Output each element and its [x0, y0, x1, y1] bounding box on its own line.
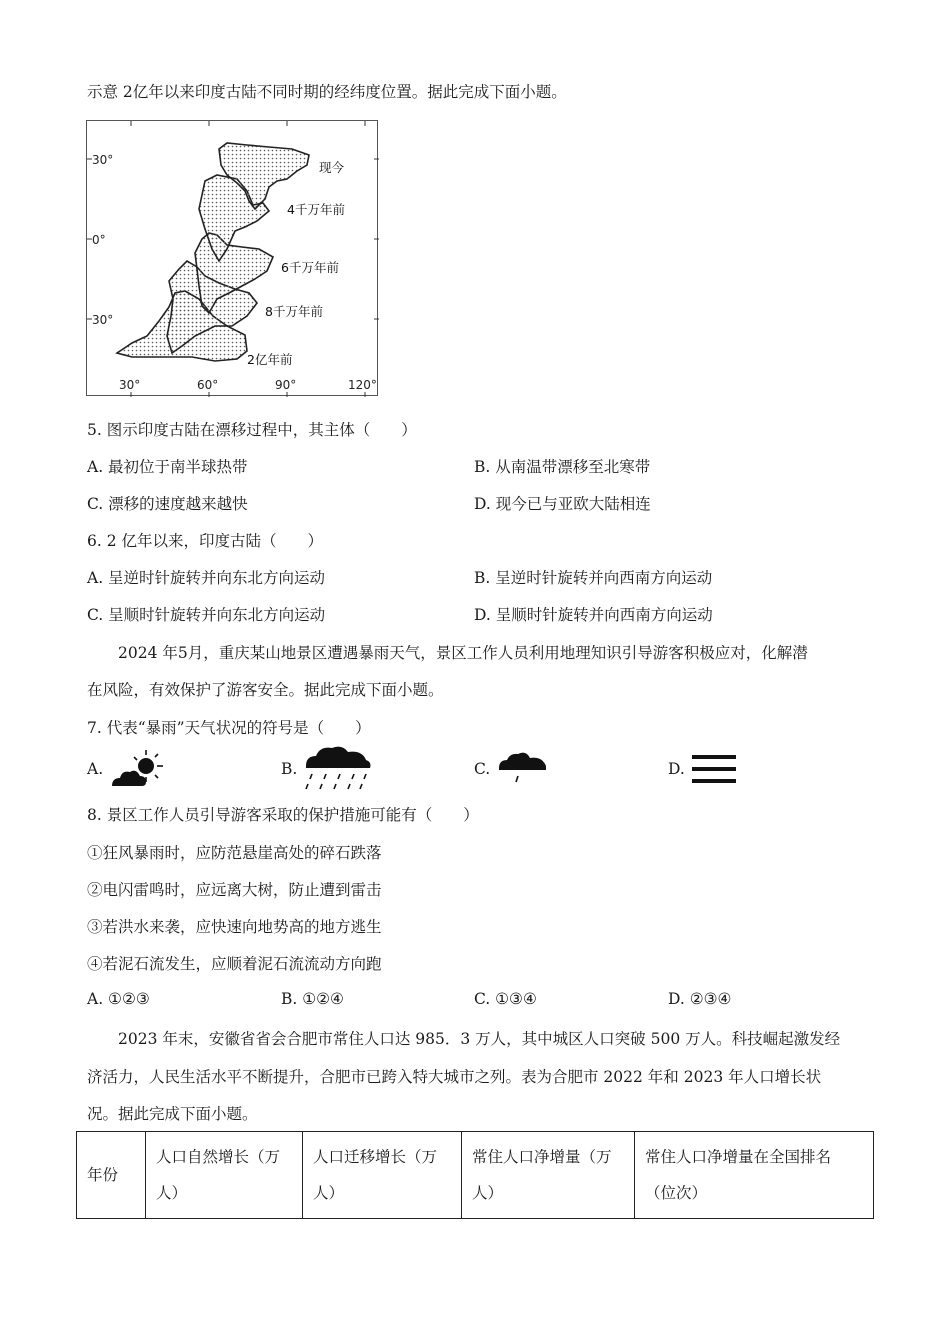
question-7-stem: 7. 代表“暴雨”天气状况的符号是（ ） — [87, 719, 371, 737]
partly-cloudy-icon[interactable] — [108, 748, 170, 794]
header-natural-growth-unit: 人） — [156, 1184, 188, 1202]
q7-option-d-letter[interactable]: D. — [668, 760, 685, 778]
table-header-cell — [635, 1132, 874, 1219]
period-label-present: 现今 — [319, 160, 345, 175]
q8-item-1: ①狂风暴雨时，应防范悬崖高处的碎石跌落 — [87, 844, 382, 862]
lon-label: 90° — [275, 378, 297, 392]
period-label-80ma: 8千万年前 — [265, 304, 323, 319]
q7-option-c-letter[interactable]: C. — [474, 760, 491, 778]
q8-item-2: ②电闪雷鸣时，应远离大树，防止遭到雷击 — [87, 881, 382, 899]
header-national-rank-unit: （位次） — [645, 1184, 708, 1202]
header-net-increase: 常住人口净增量（万 — [472, 1148, 612, 1166]
table-header-cell — [462, 1132, 635, 1219]
q5-option-c[interactable]: C. 漂移的速度越来越快 — [87, 495, 248, 513]
table-header-cell — [303, 1132, 462, 1219]
header-net-increase-unit: 人） — [472, 1184, 504, 1202]
lat-label: 0° — [92, 233, 106, 247]
question-5-stem: 5. 图示印度古陆在漂移过程中，其主体（ ） — [87, 421, 417, 439]
q8-option-d[interactable]: D. ②③④ — [668, 990, 732, 1008]
q8-item-3: ③若洪水来袭，应快速向地势高的地方逃生 — [87, 918, 382, 936]
q8-option-a[interactable]: A. ①②③ — [87, 990, 150, 1008]
lon-label: 120° — [348, 378, 377, 392]
heavy-rain-icon[interactable] — [302, 744, 374, 796]
intro-text: 示意 2亿年以来印度古陆不同时期的经纬度位置。据此完成下面小题。 — [87, 83, 567, 101]
passage-2-line-2: 在风险，有效保护了游客安全。据此完成下面小题。 — [87, 681, 444, 699]
q8-item-4: ④若泥石流发生，应顺着泥石流流动方向跑 — [87, 955, 382, 973]
q8-option-b[interactable]: B. ①②④ — [281, 990, 344, 1008]
header-natural-growth: 人口自然增长（万 — [156, 1148, 281, 1166]
header-national-rank: 常住人口净增量在全国排名 — [645, 1148, 832, 1166]
table-header-cell — [146, 1132, 303, 1219]
passage-3-line-2: 济活力，人民生活水平不断提升，合肥市已跨入特大城市之列。表为合肥市 2022 年和 2023 年人口增长状 — [87, 1068, 822, 1086]
q8-option-c[interactable]: C. ①③④ — [474, 990, 537, 1008]
q5-option-d[interactable]: D. 现今已与亚欧大陆相连 — [474, 495, 651, 513]
period-label-40ma: 4千万年前 — [287, 202, 345, 217]
q7-option-a-letter[interactable]: A. — [87, 760, 104, 778]
lat-label: 30° — [92, 313, 114, 327]
passage-2-line-1: 2024 年5月，重庆某山地景区遭遇暴雨天气，景区工作人员利用地理知识引导游客积极应对，化解潜 — [118, 644, 808, 662]
header-year: 年份 — [87, 1166, 119, 1184]
lon-label: 60° — [197, 378, 219, 392]
passage-3-line-3: 况。据此完成下面小题。 — [87, 1105, 258, 1123]
q6-option-a[interactable]: A. 呈逆时针旋转并向东北方向运动 — [87, 569, 326, 587]
header-migration-growth-unit: 人） — [313, 1184, 345, 1202]
header-migration-growth: 人口迁移增长（万 — [313, 1148, 438, 1166]
passage-3-line-1: 2023 年末，安徽省省会合肥市常住人口达 985．3 万人，其中城区人口突破 500 万人。科技崛起激发经 — [118, 1030, 841, 1048]
table-header-row — [77, 1132, 874, 1219]
lon-label: 30° — [119, 378, 141, 392]
lat-label: 30° — [92, 153, 114, 167]
q6-option-c[interactable]: C. 呈顺时针旋转并向东北方向运动 — [87, 606, 326, 624]
table-header-cell — [77, 1132, 146, 1219]
fog-icon[interactable] — [692, 754, 738, 788]
period-label-60ma: 6千万年前 — [281, 260, 339, 275]
population-table — [76, 1131, 874, 1219]
light-rain-icon[interactable] — [496, 750, 550, 792]
q5-option-b[interactable]: B. 从南温带漂移至北寒带 — [474, 458, 651, 476]
q6-option-b[interactable]: B. 呈逆时针旋转并向西南方向运动 — [474, 569, 713, 587]
period-label-200ma: 2亿年前 — [247, 352, 293, 367]
question-6-stem: 6. 2 亿年以来，印度古陆（ ） — [87, 532, 324, 550]
india-drift-map — [86, 120, 378, 396]
q6-option-d[interactable]: D. 呈顺时针旋转并向西南方向运动 — [474, 606, 713, 624]
q7-option-b-letter[interactable]: B. — [281, 760, 298, 778]
map-figure — [87, 121, 379, 397]
question-8-stem: 8. 景区工作人员引导游客采取的保护措施可能有（ ） — [87, 806, 479, 824]
q5-option-a[interactable]: A. 最初位于南半球热带 — [87, 458, 248, 476]
